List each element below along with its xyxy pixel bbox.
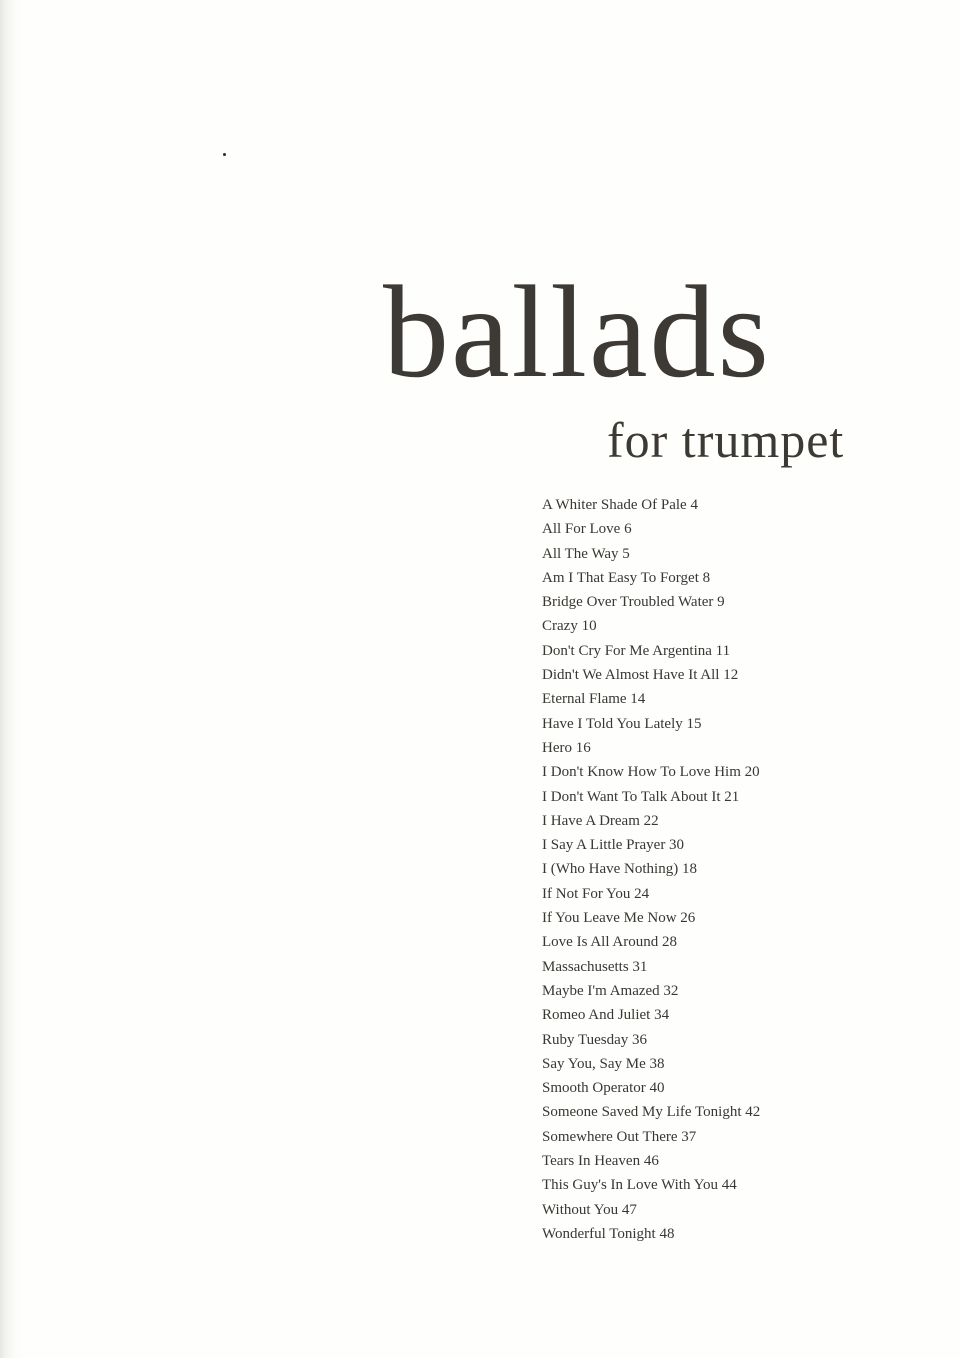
contents-entry: Without You 47 [542, 1201, 637, 1218]
book-subtitle: for trumpet [607, 412, 845, 468]
contents-entry: Eternal Flame 14 [542, 691, 646, 708]
contents-entry: If You Leave Me Now 26 [542, 910, 696, 927]
contents-entry: I Say A Little Prayer 30 [542, 837, 685, 854]
contents-entry: Tears In Heaven 46 [542, 1153, 659, 1170]
contents-entry: Romeo And Juliet 34 [542, 1007, 670, 1024]
contents-entry: Massachusetts 31 [542, 958, 648, 975]
contents-entry: Love Is All Around 28 [542, 934, 677, 951]
contents-entry: Somewhere Out There 37 [542, 1128, 697, 1145]
contents-entry: Crazy 10 [542, 618, 597, 635]
contents-entry: I (Who Have Nothing) 18 [542, 861, 697, 878]
contents-entry: Smooth Operator 40 [542, 1080, 665, 1097]
contents-entry: Have I Told You Lately 15 [542, 715, 702, 732]
contents-entry: If Not For You 24 [542, 885, 650, 902]
contents-entry: Ruby Tuesday 36 [542, 1031, 648, 1048]
contents-entry: Didn't We Almost Have It All 12 [542, 667, 739, 684]
ink-speck [223, 153, 226, 156]
contents-entry: I Don't Want To Talk About It 21 [542, 788, 740, 805]
table-of-contents [542, 493, 760, 1246]
contents-entry: Say You, Say Me 38 [542, 1055, 665, 1072]
contents-entry: Maybe I'm Amazed 32 [542, 982, 679, 999]
contents-entry: Don't Cry For Me Argentina 11 [542, 642, 731, 659]
contents-entry: Hero 16 [542, 739, 591, 756]
contents-entry: All For Love 6 [542, 521, 632, 538]
contents-entry: Am I That Easy To Forget 8 [542, 569, 711, 586]
book-title: ballads [383, 258, 771, 405]
contents-entry: Bridge Over Troubled Water 9 [542, 594, 725, 611]
contents-entry: Wonderful Tonight 48 [542, 1225, 675, 1242]
contents-entry: I Don't Know How To Love Him 20 [542, 764, 760, 781]
contents-entry: All The Way 5 [542, 545, 630, 562]
contents-entry: Someone Saved My Life Tonight 42 [542, 1104, 761, 1121]
contents-entry: A Whiter Shade Of Pale 4 [542, 497, 698, 513]
contents-entry: I Have A Dream 22 [542, 812, 659, 829]
contents-entry: This Guy's In Love With You 44 [542, 1177, 737, 1194]
